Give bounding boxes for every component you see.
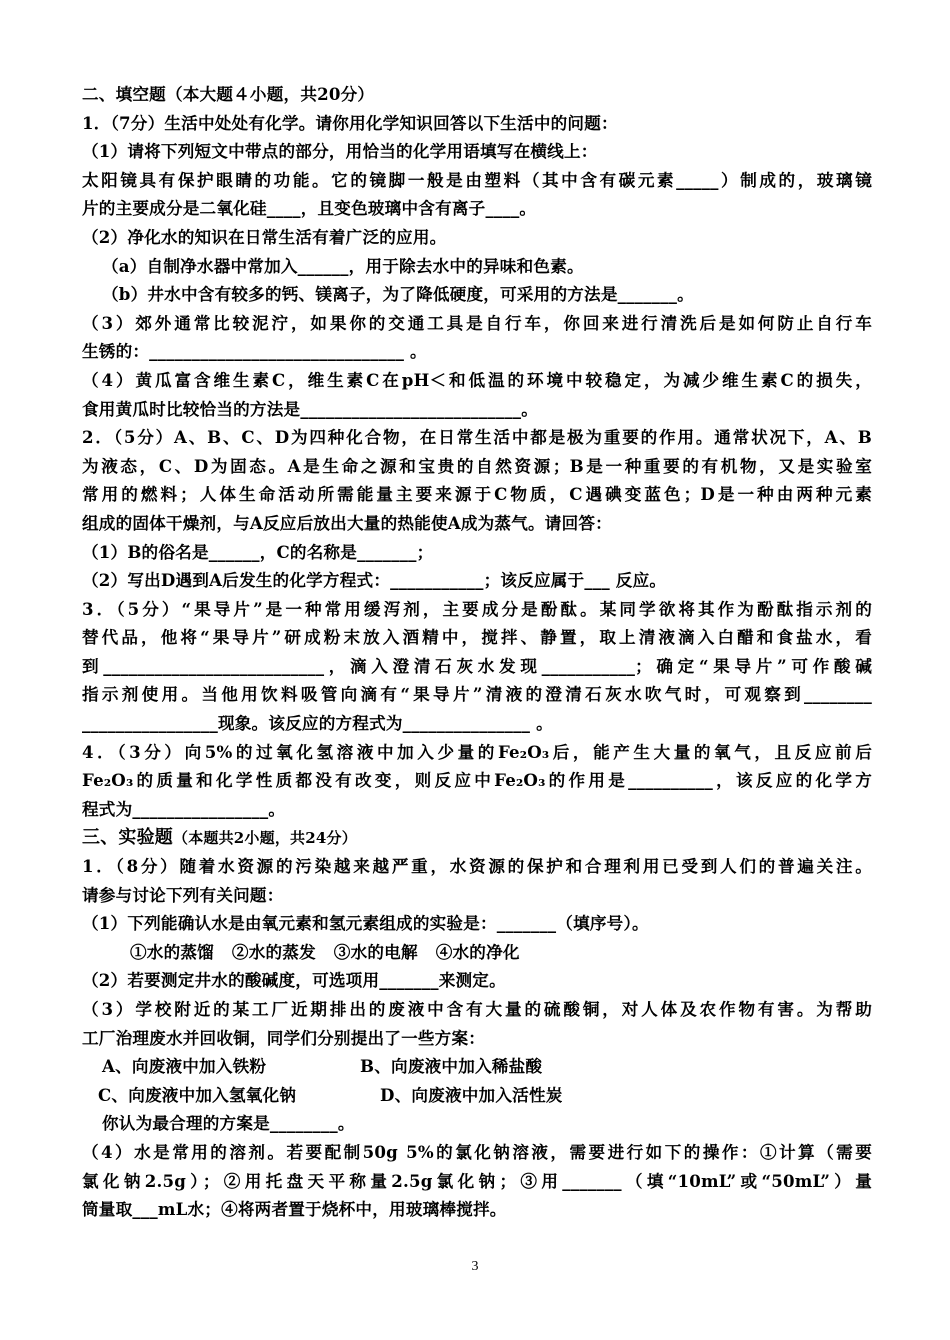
s2-q1-p4-line1: （4）黄瓜富含维生素C，维生素C在pH＜和低温的环境中较稳定，为减少维生素C的损失， <box>82 369 872 390</box>
s2-q3-line2: 替代品，他将“果导片”研成粉末放入酒精中，搅拌、静置，取上清液滴入白醋和食盐水，看 <box>82 627 872 648</box>
s2-q2-sub2: （2）写出D遇到A后发生的化学方程式：___________；该反应属于___ 反应。 <box>82 570 667 591</box>
section2-title: 二、填空题（本大题４小题，共20分） <box>82 84 375 104</box>
s3-q1-line2: 请参与讨论下列有关问题： <box>82 884 284 905</box>
s2-q3-line4: 指示剂使用。当他用饮料吸管向滴有“果导片”清液的澄清石灰水吹气时，可观察到________ <box>82 684 872 705</box>
option-c: C、向废液中加入氢氧化钠 <box>98 1084 297 1105</box>
s2-q2-line1: 2．（5分）A、B、C、D为四种化合物，在日常生活中都是极为重要的作用。通常状况下，A、B <box>82 427 872 448</box>
s2-q1-p1-line2: 片的主要成分是二氧化硅____，且变色玻璃中含有离子____。 <box>82 198 537 219</box>
section3-title-main: 三、实验题 <box>82 827 173 849</box>
s2-q2-sub1: （1）B的俗名是______，C的名称是_______； <box>82 541 434 562</box>
s2-q2-line2: 为液态，C、D为固态。A是生命之源和宝贵的自然资源；B是一种重要的有机物，又是实验室 <box>82 455 872 476</box>
s2-q3-line1: 3．（5分）“果导片”是一种常用缓泻剂，主要成分是酚酞。某同学欲将其作为酚酞指示剂的 <box>82 598 872 619</box>
s3-q1-sub3-answer: 你认为最合理的方案是________。 <box>102 1113 355 1134</box>
option-b: B、向废液中加入稀盐酸 <box>360 1056 543 1077</box>
s3-q1-sub1: （1）下列能确认水是由氧元素和氢元素组成的实验是：_______（填序号）。 <box>82 913 649 934</box>
s2-q1-p3-line1: （3）郊外通常比较泥泞，如果你的交通工具是自行车，你回来进行清洗后是如何防止自行车 <box>82 312 872 333</box>
option-d: D、向废液中加入活性炭 <box>380 1084 563 1105</box>
s2-q1-p1-line1: 太阳镜具有保护眼睛的功能。它的镜脚一般是由塑料（其中含有碳元素_____）制成的，玻璃镜 <box>82 169 872 190</box>
s2-q4-line1: 4．（3分）向5%的过氧化氢溶液中加入少量的Fe₂O₃后，能产生大量的氧气，且反应前后 <box>82 741 872 762</box>
s3-q1-sub4-line2: 氯化钠2.5g）；②用托盘天平称量2.5g氯化钠；③用_______（填“10mL”或“50mL”）量 <box>82 1170 872 1191</box>
s3-q1-options-cd <box>82 1081 872 1110</box>
section3-title-sub: （本题共2小题，共24分） <box>173 829 357 848</box>
s2-q1-p2a: （a）自制净水器中常加入______，用于除去水中的异味和色素。 <box>102 255 584 276</box>
s3-q1-sub3-line2: 工厂治理废水并回收铜，同学们分别提出了一些方案： <box>82 1027 486 1048</box>
s2-q3-line3: 到__________________________，滴入澄清石灰水发现___________；确定“果导片”可作酸碱 <box>82 655 872 676</box>
s2-q1-p1: （1）请将下列短文中带点的部分，用恰当的化学用语填写在横线上： <box>82 141 598 162</box>
s2-q2-line3: 常用的燃料；人体生命活动所需能量主要来源于C物质，C遇碘变蓝色；D是一种由两种元素 <box>82 484 872 505</box>
s3-q1-sub1-options: ①水的蒸馏 ②水的蒸发 ③水的电解 ④水的净化 <box>130 941 520 962</box>
s2-q1-p4-line2: 食用黄瓜时比较恰当的方法是__________________________。 <box>82 398 539 419</box>
s3-q1-sub3-line1: （3）学校附近的某工厂近期排出的废液中含有大量的硫酸铜，对人体及农作物有害。为帮助 <box>82 999 872 1019</box>
s3-q1-options-ab <box>82 1052 872 1081</box>
option-a: A、向废液中加入铁粉 <box>102 1056 267 1077</box>
s3-q1-sub2: （2）若要测定井水的酸碱度，可选项用_______来测定。 <box>82 970 506 991</box>
s2-q2-line4: 组成的固体干燥剂，与A反应后放出大量的热能使A成为蒸气。请回答： <box>82 512 612 533</box>
s2-q1-p2: （2）净化水的知识在日常生活有着广泛的应用。 <box>82 226 447 247</box>
s2-q3-line5: ________________现象。该反应的方程式为_______________ 。 <box>82 713 553 734</box>
s3-q1-sub4-line3: 筒量取___mL水；④将两者置于烧杯中，用玻璃棒搅拌。 <box>82 1199 507 1220</box>
s3-q1-sub4-line1: （4）水是常用的溶剂。若要配制50g 5%的氯化钠溶液，需要进行如下的操作：①计算（需要 <box>82 1141 872 1162</box>
s2-q4-line2: Fe₂O₃的质量和化学性质都没有改变，则反应中Fe₂O₃的作用是__________，该反应的化学方 <box>82 770 872 791</box>
exam-page <box>82 80 872 1224</box>
s2-q1-p3-line2: 生锈的：______________________________ 。 <box>82 341 427 362</box>
page-number: 3 <box>471 1259 479 1274</box>
s2-q4-line3: 程式为________________。 <box>82 798 286 819</box>
s2-q1-stem: 1．（7分）生活中处处有化学。请你用化学知识回答以下生活中的问题： <box>82 112 618 133</box>
s3-q1-line1: 1．（8分）随着水资源的污染越来越严重，水资源的保护和合理利用已受到人们的普遍关注。 <box>82 856 872 877</box>
section3-title <box>82 823 872 852</box>
s2-q1-p2b: （b）井水中含有较多的钙、镁离子，为了降低硬度，可采用的方法是_______。 <box>102 284 694 305</box>
